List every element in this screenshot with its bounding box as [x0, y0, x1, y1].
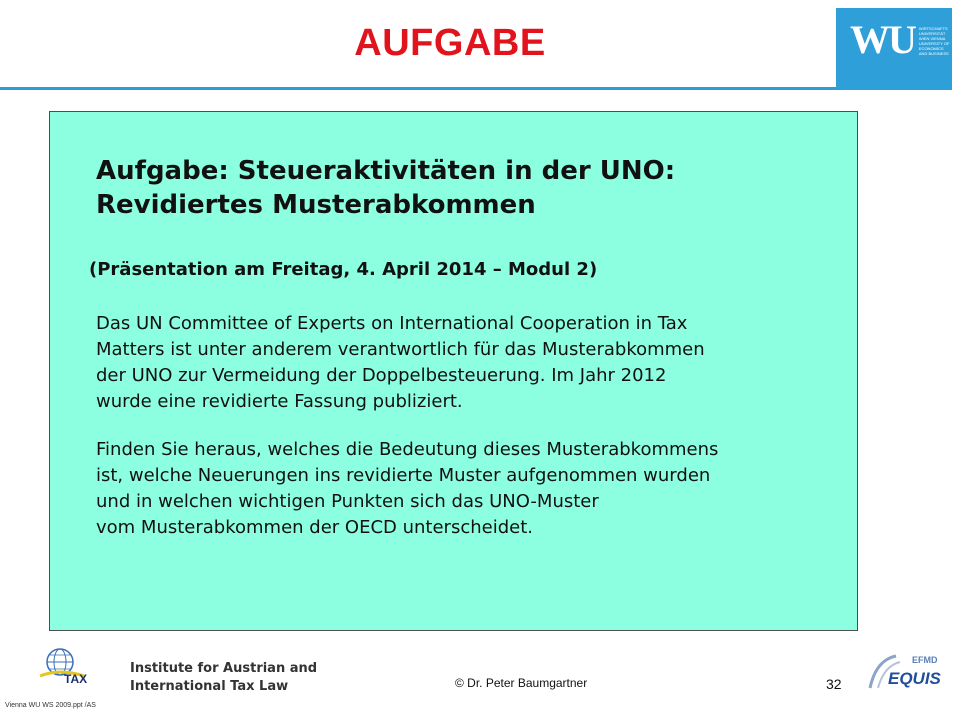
institute-line: International Tax Law — [130, 679, 289, 694]
wu-logo-line: ECONOMICS — [918, 46, 944, 51]
wu-logo — [836, 8, 952, 90]
institute-line: Institute for Austrian and — [130, 661, 318, 676]
equis-top-text: EFMD — [912, 655, 938, 665]
wu-logo-text — [919, 26, 950, 56]
wu-logo-line: WIRTSCHAFTS — [918, 26, 948, 31]
wu-logo-line: WIEN VIENNA — [918, 36, 946, 41]
text-line: ist, welche Neuerungen ins revidierte Muster aufgenommen wurden — [96, 465, 711, 486]
task-heading — [96, 154, 836, 222]
slide-title: AUFGABE — [354, 22, 546, 64]
equis-text: EQUIS — [888, 669, 941, 688]
text-line: wurde eine revidierte Fassung publiziert. — [96, 391, 463, 412]
page-number: 32 — [826, 676, 842, 692]
text-line: Finden Sie heraus, welches die Bedeutung dieses Musterabkommens — [96, 439, 719, 460]
task-instructions — [96, 437, 856, 541]
text-line: Matters ist unter anderem verantwortlich für das Musterabkommen — [96, 339, 705, 360]
wu-logo-line: UNIVERSITÄT — [918, 31, 946, 36]
task-heading-line: Aufgabe: Steueraktivitäten in der UNO: — [96, 156, 676, 186]
file-reference: Vienna WU WS 2009.ppt /AS — [5, 702, 96, 709]
tax-logo-text: TAX — [64, 672, 88, 686]
equis-logo — [866, 650, 952, 692]
tax-institute-logo — [38, 646, 90, 688]
wu-logo-mark: WU — [850, 17, 915, 62]
text-line: Das UN Committee of Experts on International Cooperation in Tax — [96, 313, 688, 334]
task-description — [96, 311, 856, 415]
header-divider — [0, 87, 836, 90]
copyright: © Dr. Peter Baumgartner — [455, 676, 588, 690]
task-subheading: (Präsentation am Freitag, 4. April 2014 – Modul 2) — [89, 259, 598, 280]
text-line: der UNO zur Vermeidung der Doppelbesteuerung. Im Jahr 2012 — [96, 365, 667, 386]
wu-logo-line: UNIVERSITY OF — [918, 41, 950, 46]
task-heading-line: Revidiertes Musterabkommen — [96, 190, 536, 220]
institute-name — [130, 660, 390, 696]
text-line: vom Musterabkommen der OECD unterscheidet. — [96, 517, 533, 538]
text-line: und in welchen wichtigen Punkten sich das UNO-Muster — [96, 491, 599, 512]
wu-logo-line: AND BUSINESS — [918, 51, 949, 56]
